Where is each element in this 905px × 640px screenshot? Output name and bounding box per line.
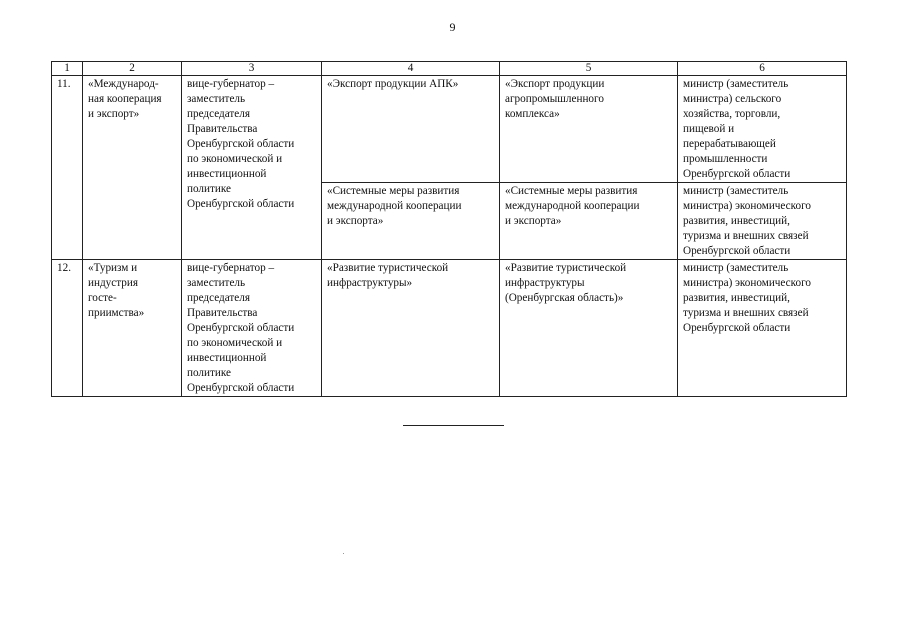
row-number: 11. <box>52 76 83 260</box>
curator-cell: вице-губернатор – заместитель председателя Правительства Оренбургской области по экономической и инвестиционной политике Оренбургской области <box>182 260 322 397</box>
page-number: 9 <box>449 20 456 34</box>
header-cell: 1 <box>52 62 83 76</box>
national-project-cell: «Системные меры развития международной кооперации и экспорта» <box>322 183 500 260</box>
project-head-cell: министр (заместитель министра) экономического развития, инвестиций, туризма и внешних связей Оренбургской области <box>678 260 847 397</box>
project-head-cell: министр (заместитель министра) сельского хозяйства, торговли, пищевой и перерабатывающей промышленности Оренбургской области <box>678 76 847 183</box>
row-number: 12. <box>52 260 83 397</box>
table-header-row <box>52 62 847 76</box>
table-row <box>52 260 847 397</box>
scan-speck <box>343 553 344 554</box>
regional-project-cell: «Системные меры развития международной кооперации и экспорта» <box>500 183 678 260</box>
header-cell: 4 <box>322 62 500 76</box>
header-cell: 2 <box>83 62 182 76</box>
closing-separator-line <box>403 425 504 426</box>
national-project-cell: «Экспорт продукции АПК» <box>322 76 500 183</box>
regional-project-cell: «Развитие туристической инфраструктуры (Оренбургская область)» <box>500 260 678 397</box>
header-cell: 6 <box>678 62 847 76</box>
projects-table <box>51 61 847 397</box>
regional-project-cell: «Экспорт продукции агропромышленного комплекса» <box>500 76 678 183</box>
header-cell: 5 <box>500 62 678 76</box>
project-head-cell: министр (заместитель министра) экономического развития, инвестиций, туризма и внешних связей Оренбургской области <box>678 183 847 260</box>
table-row <box>52 76 847 183</box>
project-title: «Туризм и индустрия госте- приимства» <box>83 260 182 397</box>
national-project-cell: «Развитие туристической инфраструктуры» <box>322 260 500 397</box>
project-title: «Международ- ная кооперация и экспорт» <box>83 76 182 260</box>
header-cell: 3 <box>182 62 322 76</box>
curator-cell: вице-губернатор – заместитель председателя Правительства Оренбургской области по экономической и инвестиционной политике Оренбургской области <box>182 76 322 260</box>
